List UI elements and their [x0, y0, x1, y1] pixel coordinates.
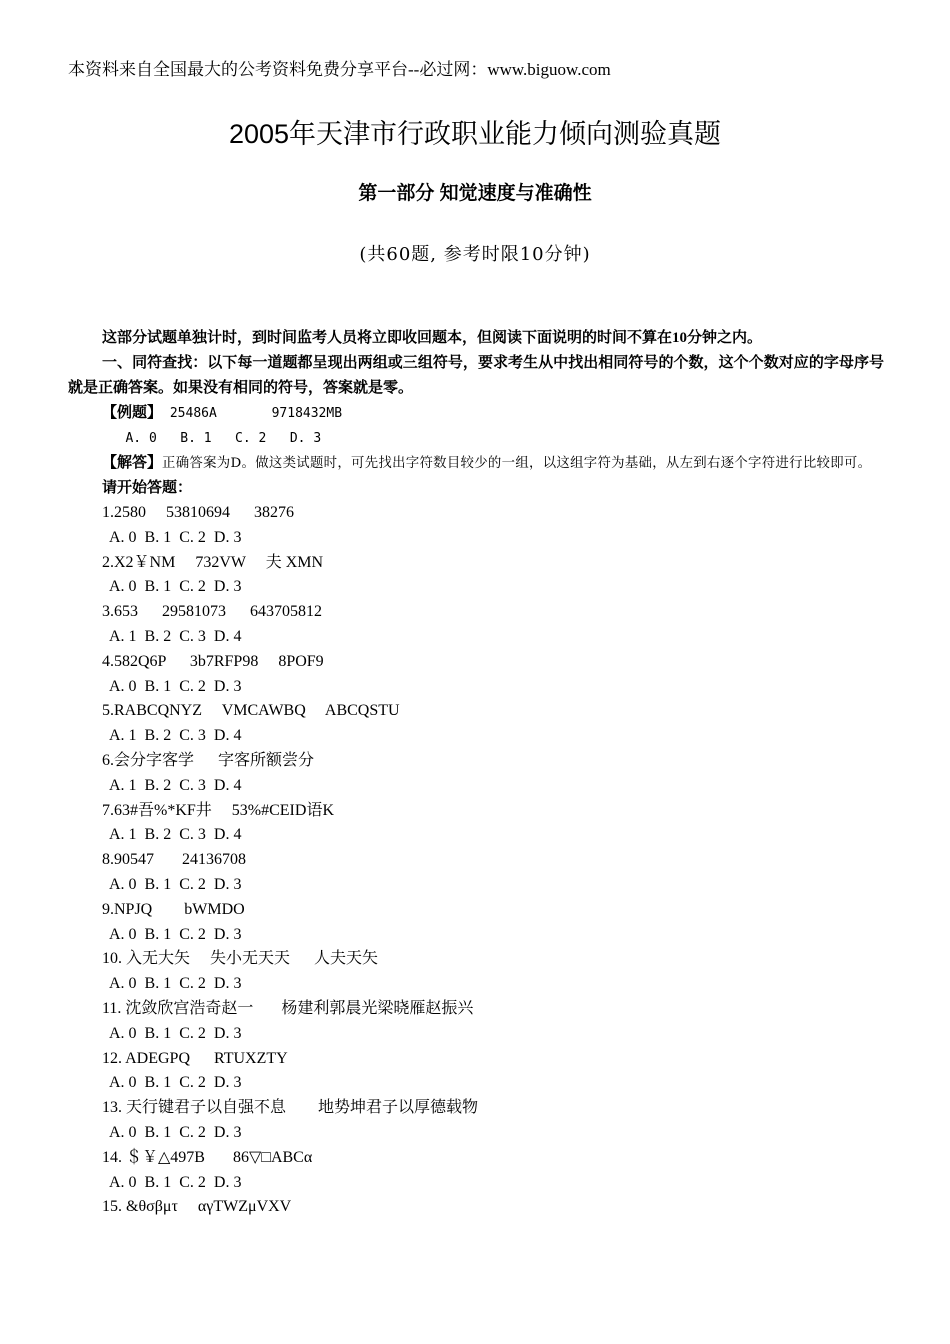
- question-options: A. 1 B. 2 C. 3 D. 4: [109, 826, 242, 844]
- question-options: A. 1 B. 2 C. 3 D. 4: [109, 727, 242, 745]
- question-stem: 11. 沈敛欣宫浩奇赵一 杨建利郭晨光梁晓雁赵振兴: [102, 999, 474, 1017]
- question-options: A. 0 B. 1 C. 2 D. 3: [109, 677, 242, 695]
- answer-label: 【解答】: [102, 455, 163, 471]
- section-subtitle: (共60题, 参考时限10分钟): [359, 244, 591, 265]
- example-text: 25486A 9718432MB: [162, 406, 343, 421]
- question-stem: 14. ＄￥△497B 86▽□ABCα: [102, 1148, 313, 1166]
- question-options: A. 1 B. 2 C. 3 D. 4: [109, 627, 242, 645]
- question-stem: 13. 天行键君子以自强不息 地势坤君子以厚德载物: [102, 1099, 479, 1117]
- question-stem: 10. 入无大矢 失小无天天 人夫天矢: [102, 950, 379, 968]
- intro-paragraph-timing: 这部分试题单独计时，到时间监考人员将立即收回题本，但阅读下面说明的时间不算在10分钟之内。: [102, 330, 763, 346]
- question-stem: 8.90547 24136708: [102, 851, 246, 869]
- document-body: [68, 326, 884, 1220]
- question-stem: 4.582Q6P 3b7RFP98 8POF9: [102, 652, 324, 670]
- question-options: A. 1 B. 2 C. 3 D. 4: [109, 776, 242, 794]
- intro-paragraph-instructions: 一、同符查找：以下每一道题都呈现出两组或三组符号，要求考生从中找出相同符号的个数，这个个数对应的字母序号就是正确答案。如果没有相同的符号，答案就是零。: [68, 355, 884, 396]
- question-options: A. 0 B. 1 C. 2 D. 3: [109, 1123, 242, 1141]
- question-options: A. 0 B. 1 C. 2 D. 3: [109, 528, 242, 546]
- question-stem: 5.RABCQNYZ VMCAWBQ ABCQSTU: [102, 702, 400, 720]
- question-stem: 15. &θσβμτ αγTWZμVXV: [102, 1198, 292, 1216]
- question-stem: 7.63#吾%*KF井 53%#CEID语K: [102, 801, 334, 819]
- question-options: A. 0 B. 1 C. 2 D. 3: [109, 975, 242, 993]
- question-options: A. 0 B. 1 C. 2 D. 3: [109, 925, 242, 943]
- question-options: A. 0 B. 1 C. 2 D. 3: [109, 1173, 242, 1191]
- question-options: A. 0 B. 1 C. 2 D. 3: [109, 1074, 242, 1092]
- answer-explanation: [68, 451, 884, 476]
- start-label: 请开始答题：: [102, 480, 193, 496]
- question-stem: 12. ADEGPQ RTUXZTY: [102, 1049, 288, 1067]
- example-label: 【例题】: [102, 405, 163, 421]
- question-stem: 1.2580 53810694 38276: [102, 504, 294, 521]
- question-options: A. 0 B. 1 C. 2 D. 3: [109, 578, 242, 596]
- example-line: [102, 401, 884, 426]
- question-stem: 2.X2￥NM 732VW 夫 XMN: [102, 553, 324, 571]
- question-stem: 6.会分字客学 字客所额尝分: [102, 751, 315, 769]
- page-title: 2005年天津市行政职业能力倾向测验真题: [228, 119, 722, 149]
- example-options: A. 0 B. 1 C. 2 D. 3: [102, 431, 322, 446]
- answer-text: 正确答案为D。做这类试题时，可先找出字符数目较少的一组，以这组字符为基础，从左到右逐个字符进行比较即可。: [162, 456, 872, 471]
- question-options: A. 0 B. 1 C. 2 D. 3: [109, 875, 242, 893]
- header-note: 本资料来自全国最大的公考资料免费分享平台--必过网：www.biguow.com: [68, 60, 611, 79]
- question-list: [68, 501, 884, 1220]
- question-options: A. 0 B. 1 C. 2 D. 3: [109, 1024, 242, 1042]
- question-stem: 9.NPJQ bWMDO: [102, 900, 245, 918]
- section-title: 第一部分 知觉速度与准确性: [358, 183, 592, 204]
- question-stem: 3.653 29581073 643705812: [102, 603, 322, 621]
